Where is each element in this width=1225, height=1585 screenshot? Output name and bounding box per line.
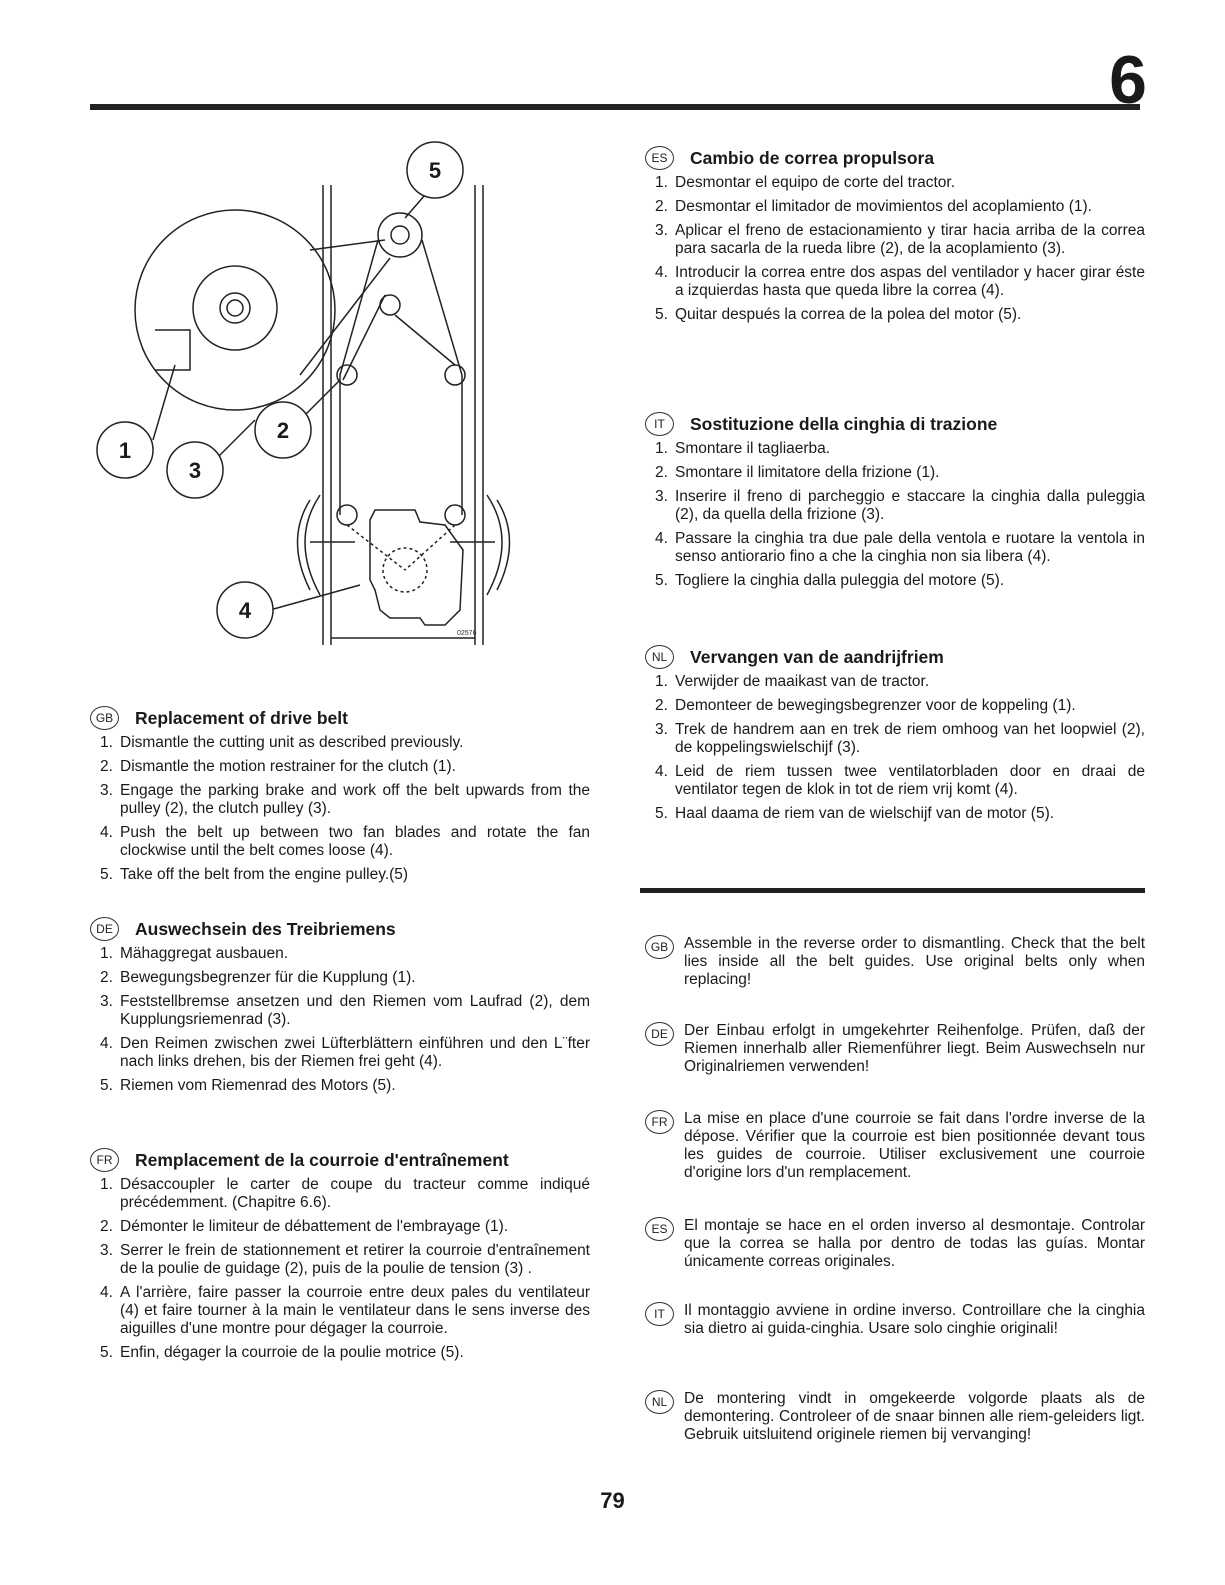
flag-nl-icon: NL (645, 645, 674, 669)
list-item: 1. Désaccoupler le carter de coupe du tracteur comme indiqué précédemment. (Chapitre 6.6). (100, 1176, 590, 1211)
list-item: 2. Demonteer de bewegingsbegrenzer voor de koppeling (1). (655, 697, 1076, 714)
flag-fr-icon: FR (90, 1148, 119, 1172)
callout-3-label: 3 (188, 458, 202, 483)
list-item: 5. Quitar después la correa de la polea del motor (5). (655, 306, 1022, 323)
step-list (645, 174, 1145, 324)
callout-2-label: 2 (276, 418, 290, 443)
note-text: La mise en place d'une courroie se fait dans l'ordre inverse de la dépose. Vérifier que la courroie est bien positionnée devant tous les guides de courroie. Utiliser exclusivement une courroie d'origine lors d'un remplacement. (684, 1110, 1145, 1181)
flag-it-icon: IT (645, 1302, 674, 1326)
callout-4-label: 4 (238, 598, 252, 623)
note-de (645, 1022, 1145, 1076)
list-item: 3. Engage the parking brake and work off the belt upwards from the pulley (2), the clutch pulley (3). (100, 782, 590, 817)
list-item: 2. Desmontar el limitador de movimientos del acoplamiento (1). (655, 198, 1092, 215)
note-nl (645, 1390, 1145, 1444)
flag-de-icon: DE (90, 917, 119, 941)
note-text: De montering vindt in omgekeerde volgorde plaats als de demontering. Controleer of de snaar binnen alle riem-geleiders ligt. Gebruik uitsluitend originele riemen bij vervanging! (684, 1390, 1145, 1443)
flag-it-icon: IT (645, 412, 674, 436)
list-item: 3. Inserire il freno di parcheggio e staccare la cinghia dalla puleggia (2), da quella della frizione (3). (655, 488, 1145, 523)
section-fr (90, 1148, 590, 1368)
list-item: 2. Smontare il limitatore della frizione (1). (655, 464, 940, 481)
section-title: Sostituzione della cinghia di trazione (690, 413, 998, 434)
list-item: 5. Take off the belt from the engine pulley.(5) (100, 866, 409, 883)
section-title: Vervangen van de aandrijfriem (690, 646, 944, 667)
step-list (90, 734, 590, 884)
flag-de-icon: DE (645, 1022, 674, 1046)
list-item: 5. Haal daama de riem van de wielschijf van de motor (5). (655, 805, 1055, 822)
list-item: 2. Démonter le limiteur de débattement de l'embrayage (1). (100, 1218, 509, 1235)
note-fr (645, 1110, 1145, 1182)
step-list (645, 673, 1145, 823)
list-item: 1. Desmontar el equipo de corte del tractor. (655, 174, 956, 191)
chapter-number: 6 (1109, 42, 1147, 118)
list-item: 2. Bewegungsbegrenzer für die Kupplung (1). (100, 969, 416, 986)
note-es (645, 1217, 1145, 1271)
list-item: 4. A l'arrière, faire passer la courroie entre deux pales du ventilateur (4) et faire tourner à la main le ventilateur dans le sens inverse des aiguilles d'une montre pour dégager la courroie. (100, 1284, 590, 1337)
flag-fr-icon: FR (645, 1110, 674, 1134)
section-gb (90, 706, 590, 890)
list-item: 3. Feststellbremse ansetzen und den Riemen vom Laufrad (2), dem Kupplungsriemenrad (3). (100, 993, 590, 1028)
note-it (645, 1302, 1145, 1338)
list-item: 1. Mähaggregat ausbauen. (100, 945, 289, 962)
section-title: Auswechsein des Treibriemens (135, 918, 396, 939)
list-item: 1. Verwijder de maaikast van de tractor. (655, 673, 930, 690)
page-number: 79 (600, 1488, 625, 1513)
section-nl (645, 645, 1145, 829)
section-title: Replacement of drive belt (135, 707, 348, 728)
list-item: 2. Dismantle the motion restrainer for the clutch (1). (100, 758, 456, 775)
list-item: 4. Passare la cinghia tra due pale della ventola e ruotare la ventola in senso antiorario fino a che la cinghia non sia libera (4). (655, 530, 1145, 565)
callout-1-label: 1 (118, 438, 132, 463)
step-list (90, 945, 590, 1095)
list-item: 3. Serrer le frein de stationnement et retirer la courroie d'entraînement de la poulie de guidage (2), puis de la poulie de tension (3) . (100, 1242, 590, 1277)
flag-gb-icon: GB (645, 935, 674, 959)
note-text: El montaje se hace en el orden inverso al desmontaje. Controlar que la correa se halla por dentro de todas las guías. Montar únicamente correas originales. (684, 1217, 1145, 1270)
list-item: 1. Smontare il tagliaerba. (655, 440, 831, 457)
note-text: Il montaggio avviene in ordine inverso. Controillare che la cinghia sia dietro ai guida-cinghia. Usare solo cinghie originali! (684, 1302, 1145, 1337)
list-item: 4. Leid de riem tussen twee ventilatorbladen door en draai de ventilator tegen de klok in tot de riem vrij komt (4). (655, 763, 1145, 798)
notes-rule (640, 888, 1145, 893)
section-title: Remplacement de la courroie d'entraînement (135, 1149, 509, 1170)
section-it (645, 412, 1145, 596)
section-title: Cambio de correa propulsora (690, 147, 935, 168)
step-list (645, 440, 1145, 590)
note-text: Der Einbau erfolgt in umgekehrter Reihenfolge. Prüfen, daß der Riemen innerhalb aller Riemenführer liegt. Beim Auswechseln nur Originalriemen verwenden! (684, 1022, 1145, 1075)
figure-code: 02576 (457, 630, 477, 637)
flag-gb-icon: GB (90, 706, 119, 730)
section-de (90, 917, 590, 1101)
list-item: 5. Enfin, dégager la courroie de la poulie motrice (5). (100, 1344, 464, 1361)
list-item: 5. Riemen vom Riemenrad des Motors (5). (100, 1077, 396, 1094)
drive-belt-diagram (95, 140, 515, 660)
list-item: 4. Introducir la correa entre dos aspas del ventilador y hacer girar éste a izquierdas hasta que queda libre la correa (4). (655, 264, 1145, 299)
list-item: 4. Den Reimen zwischen zwei Lüfterblättern einführen und den L¨fter nach links drehen, bis der Riemen frei geht (4). (100, 1035, 590, 1070)
flag-es-icon: ES (645, 146, 674, 170)
callout-5-label: 5 (428, 158, 442, 183)
note-text: Assemble in the reverse order to dismantling. Check that the belt lies inside all the belt guides. Use original belts only when replacing! (684, 935, 1145, 988)
list-item: 1. Dismantle the cutting unit as described previously. (100, 734, 464, 751)
step-list (90, 1176, 590, 1362)
list-item: 5. Togliere la cinghia dalla puleggia del motore (5). (655, 572, 1005, 589)
note-gb (645, 935, 1145, 989)
section-es (645, 146, 1145, 330)
drive-belt-illustration (95, 140, 515, 660)
flag-es-icon: ES (645, 1217, 674, 1241)
list-item: 4. Push the belt up between two fan blades and rotate the fan clockwise until the belt comes loose (4). (100, 824, 590, 859)
header-rule (90, 104, 1140, 110)
list-item: 3. Trek de handrem aan en trek de riem omhoog van het loopwiel (2), de koppelingswielschijf (3). (655, 721, 1145, 756)
list-item: 3. Aplicar el freno de estacionamiento y tirar hacia arriba de la correa para sacarla de la rueda libre (2), de la acoplamiento (3). (655, 222, 1145, 257)
flag-nl-icon: NL (645, 1390, 674, 1414)
